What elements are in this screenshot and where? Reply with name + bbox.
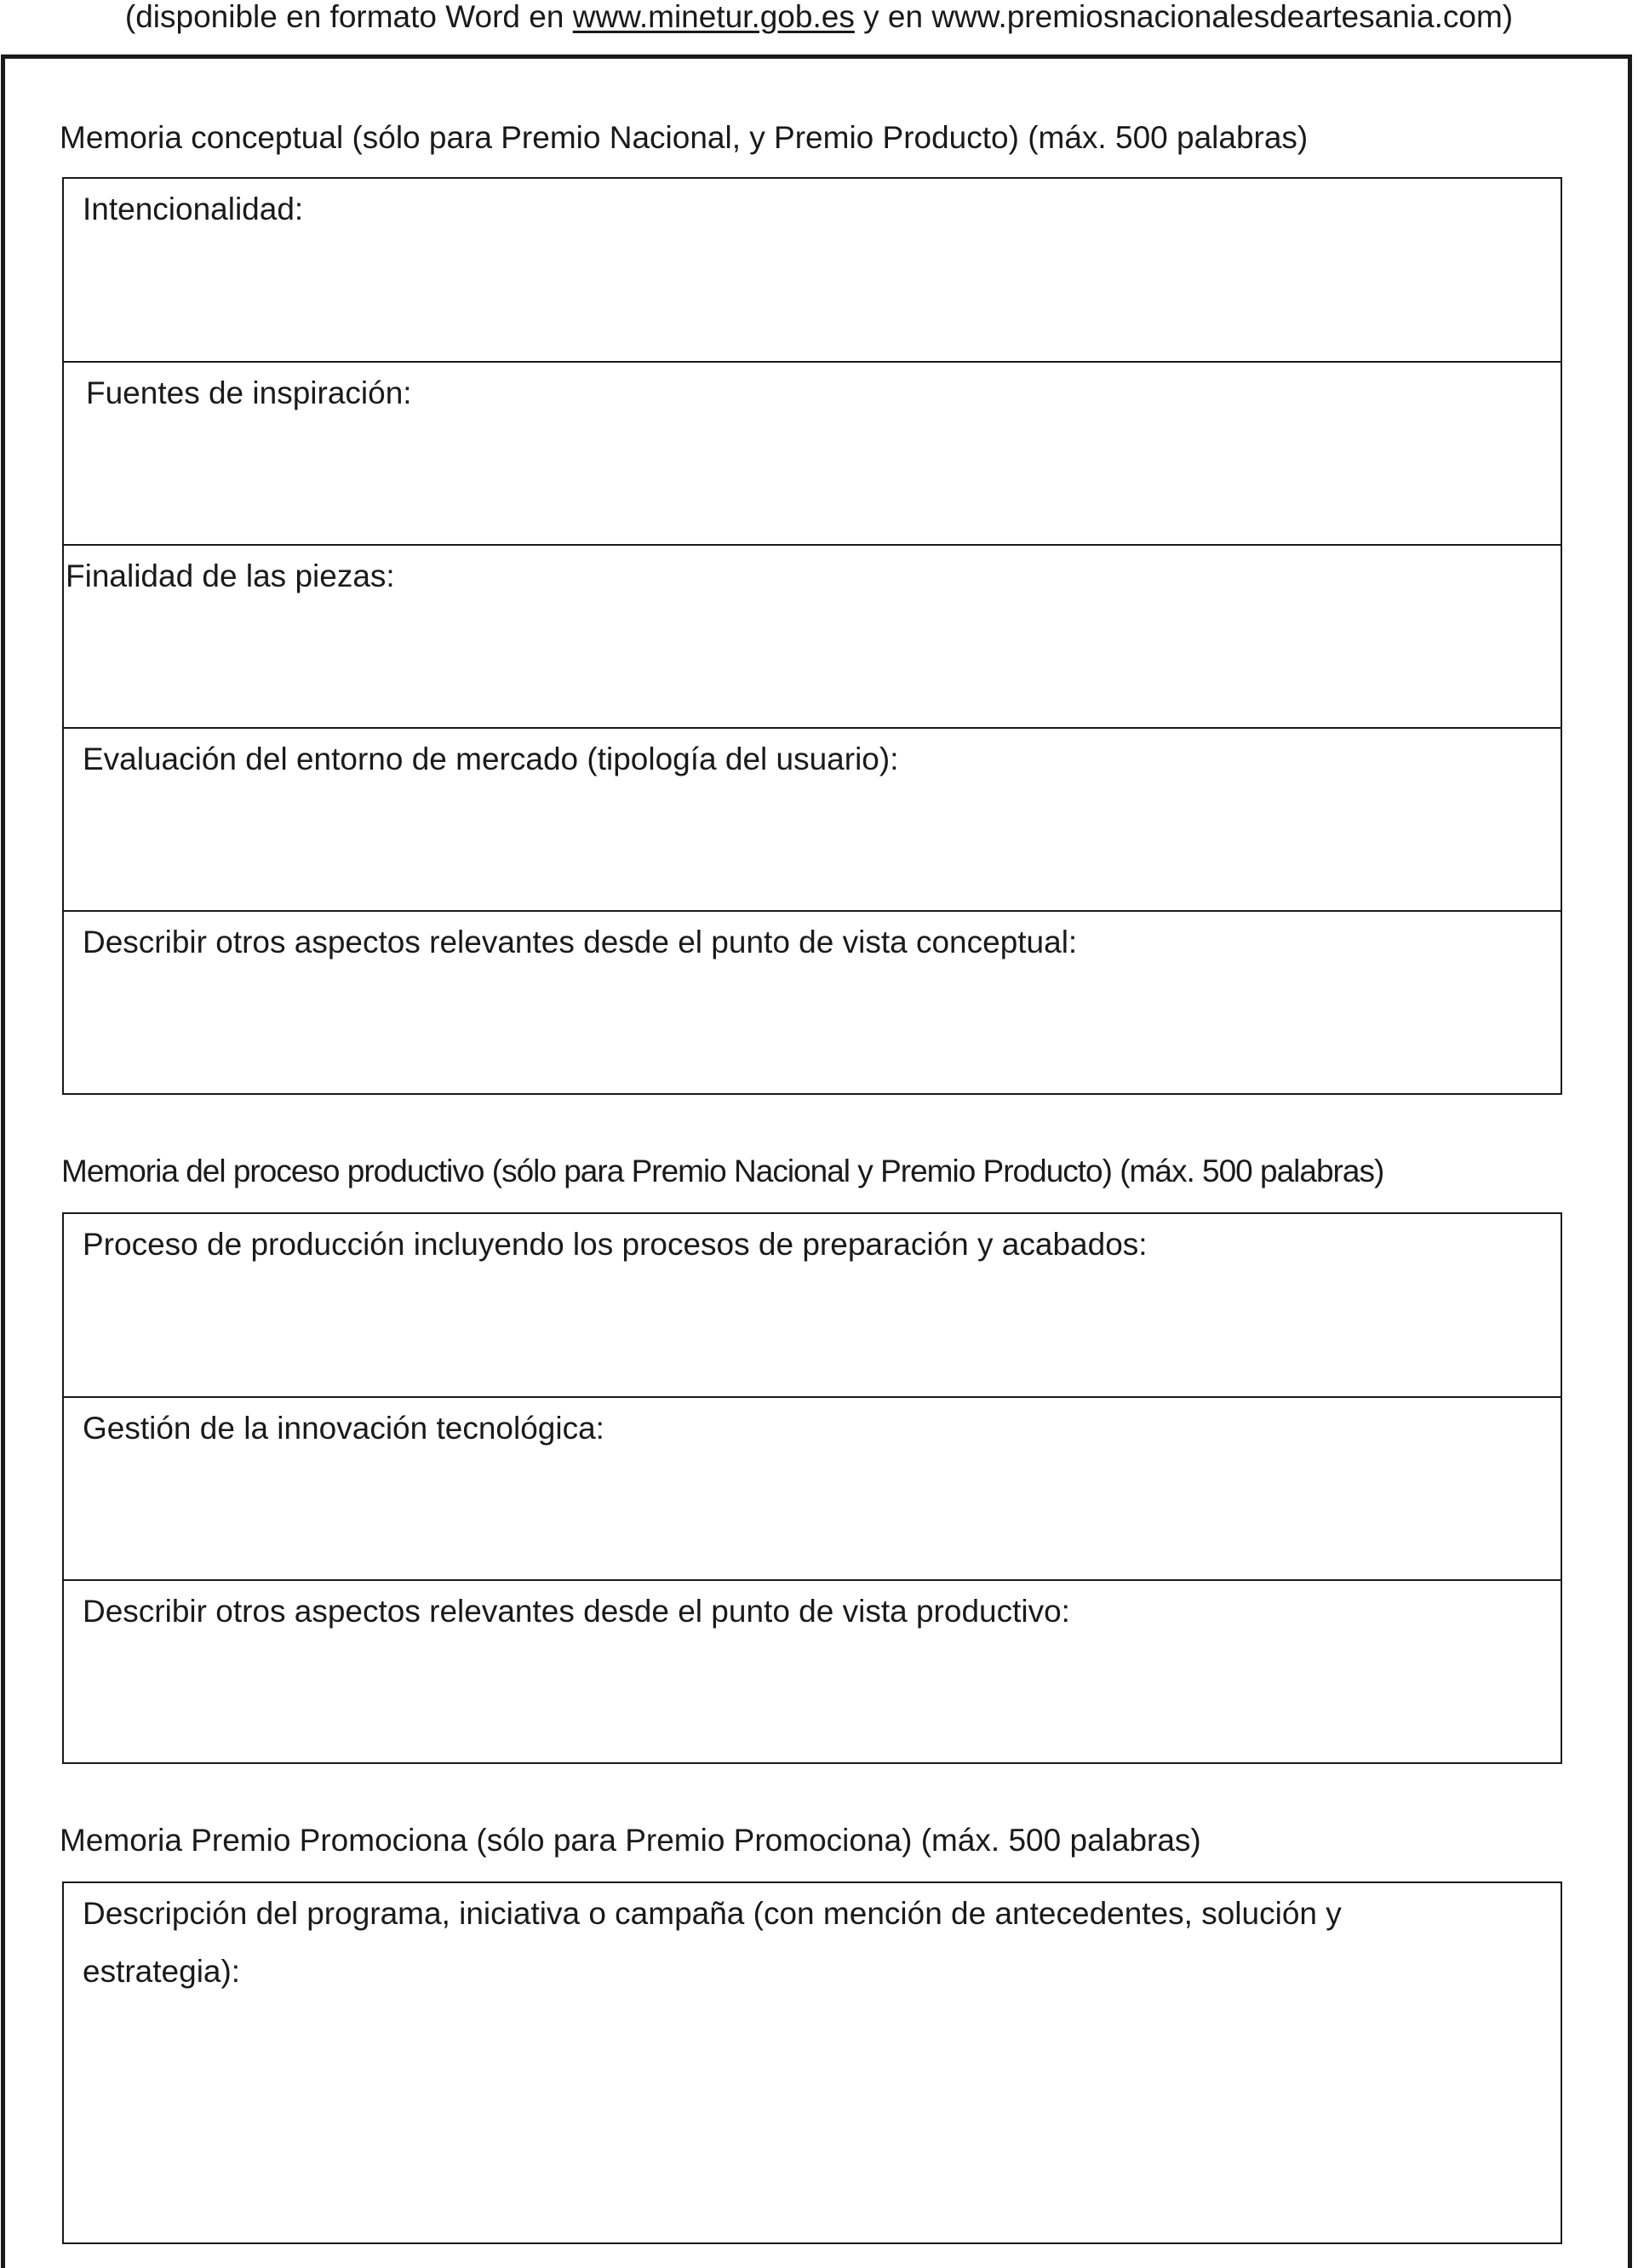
promociona-fields-box [62, 1881, 1562, 2244]
field-innovacion-tecnologica[interactable]: Gestión de la innovación tecnológica: [64, 1396, 1561, 1579]
productivo-fields-box [62, 1212, 1562, 1764]
field-finalidad-piezas[interactable]: Finalidad de las piezas: [64, 544, 1561, 727]
availability-note [0, 0, 1638, 44]
conceptual-fields-box [62, 177, 1562, 1095]
section-title-productivo: Memoria del proceso productivo (sólo para Premio Nacional y Premio Producto) (máx. 500 palabras) [61, 1154, 1384, 1188]
field-fuentes-inspiracion[interactable]: Fuentes de inspiración: [64, 361, 1561, 544]
availability-note-suffix: y en www.premiosnacionalesdeartesania.com) [854, 0, 1514, 34]
section-title-conceptual: Memoria conceptual (sólo para Premio Nacional, y Premio Producto) (máx. 500 palabras) [60, 120, 1309, 155]
minetur-link[interactable]: www.minetur.gob.es [572, 0, 855, 34]
field-proceso-produccion[interactable]: Proceso de producción incluyendo los procesos de preparación y acabados: [83, 1227, 1148, 1262]
availability-note-prefix: (disponible en formato Word en [124, 0, 573, 34]
field-otros-aspectos-productivo[interactable]: Describir otros aspectos relevantes desde el punto de vista productivo: [64, 1579, 1561, 1762]
field-intencionalidad[interactable]: Intencionalidad: [83, 192, 304, 226]
field-otros-aspectos-conceptual[interactable]: Describir otros aspectos relevantes desde el punto de vista conceptual: [64, 910, 1561, 1093]
field-descripcion-programa[interactable]: Descripción del programa, iniciativa o campaña (con mención de antecedentes, solución y estrategia): [83, 1896, 1342, 1989]
field-evaluacion-mercado[interactable]: Evaluación del entorno de mercado (tipología del usuario): [64, 727, 1561, 910]
section-title-promociona: Memoria Premio Promociona (sólo para Premio Promociona) (máx. 500 palabras) [60, 1823, 1201, 1858]
